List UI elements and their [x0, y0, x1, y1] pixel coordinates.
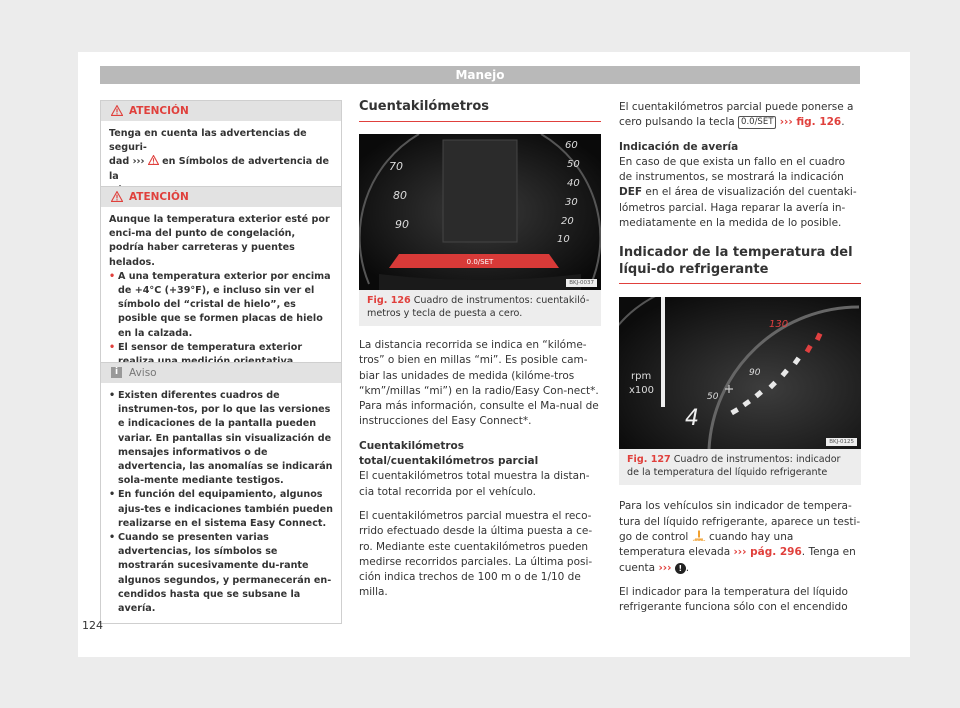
- section-title-odometer: Cuentakilómetros: [359, 98, 601, 122]
- figure-number: Fig. 127: [627, 454, 671, 466]
- reset-key: 0.0/SET: [738, 116, 776, 129]
- warning-triangle-icon: [111, 105, 123, 116]
- temp-label: 90: [749, 368, 761, 379]
- warning-triangle-icon: [148, 155, 159, 165]
- middle-column: [359, 98, 601, 610]
- warning-bullet: • El sensor de temperatura exterior: [109, 341, 333, 369]
- text: . Tenga en cuenta: [619, 546, 856, 574]
- coolant-gauge-image: [619, 297, 861, 449]
- text: Para los vehículos sin indicador de tempera-tura del líquido refrigerante, aparece un testi-go de control: [619, 500, 861, 543]
- paragraph: [619, 499, 861, 575]
- text: El cuentakilómetros parcial puede ponerse a cero pulsando la tecla: [619, 101, 854, 129]
- figure-code: BKJ-0125: [826, 438, 857, 446]
- warning-bullet: • A una temperatura exterior por encima de +4°C (+39°F), e incluso sin ver el símbolo del “cristal de hielo”, es posible que se formen placas de hielo en la calzada.: [109, 270, 333, 341]
- paragraph: El cuentakilómetros total muestra la distan-cia total recorrida por el vehículo.: [359, 470, 590, 498]
- figure-caption: [619, 449, 861, 485]
- section-title-coolant: Indicador de la temperatura del líqui-do refrigerante: [619, 244, 861, 284]
- warning-label: ATENCIÓN: [129, 191, 189, 203]
- caption-text: Cuadro de instrumentos: indicador de la temperatura del líquido refrigerante: [627, 454, 841, 478]
- warning-label: ATENCIÓN: [129, 105, 189, 117]
- speed-label: 90: [395, 218, 409, 231]
- note-bullet: • Existen diferentes cuadros de instrumen-tos, por lo que las versiones e indicaciones de la pantalla pueden variar. En pantallas sin visualización de mensajes informativos o de advertencia, las anomalías se indicarán sola-mente mediante testigos.: [109, 389, 333, 488]
- speed-label: 80: [393, 189, 407, 202]
- warning-box-2: [100, 186, 342, 377]
- scale-label: 50: [567, 159, 580, 170]
- def-code: DEF: [619, 186, 643, 199]
- note-bullet: • Cuando se presenten varias advertencias, los símbolos se mostrarán sucesivamente du-rante algunos segundos, y permanecerán en-cendidos hasta que se subsane la avería.: [109, 531, 333, 616]
- reset-key-label: 0.0/SET: [466, 258, 494, 266]
- rpm-label: rpm: [631, 371, 652, 383]
- caption-text: Cuadro de instrumentos: cuentakiló-metros y tecla de puesta a cero.: [367, 295, 590, 319]
- scale-label: 60: [565, 140, 578, 151]
- note-label: Aviso: [129, 367, 157, 379]
- text: .: [841, 116, 845, 129]
- paragraph: [619, 155, 861, 231]
- ref-arrows: ›››: [658, 561, 672, 574]
- running-header: Manejo: [100, 66, 860, 84]
- warning-circle-icon[interactable]: !: [675, 563, 686, 574]
- figure-caption: [359, 290, 601, 326]
- text: .: [685, 561, 690, 574]
- text: cuando hay una temperatura elevada: [619, 530, 794, 559]
- temp-label-high: 130: [769, 319, 789, 331]
- warning-text: dad: [109, 156, 133, 168]
- page-reference-link[interactable]: ››› pág. 296: [733, 546, 802, 559]
- rpm-digit: 4: [685, 406, 699, 432]
- x100-label: x100: [629, 385, 655, 397]
- speed-label: 70: [389, 160, 403, 173]
- coolant-temperature-icon: [692, 530, 706, 541]
- note-bullet: • En función del equipamiento, algunos ajus-tes e indicaciones también pueden realizarse en el sistema Easy Connect.: [109, 488, 333, 531]
- figure-number: Fig. 126: [367, 295, 411, 306]
- warning-triangle-icon: [111, 191, 123, 202]
- subheading: Cuentakilómetros total/cuentakilómetros parcial: [359, 439, 539, 468]
- warning-header-1: [101, 101, 341, 121]
- paragraph: El cuentakilómetros parcial muestra el reco-rrido efectuado desde la última puesta a ce-ro. Mediante este cuentakilómetros pueden medirse recorridos parciales. La última posi-ción indica trechos de 100 m o de 1/10 de milla.: [359, 509, 593, 599]
- instrument-cluster-image: [359, 134, 601, 290]
- text: en el área de visualización del cuentaki-lómetros parcial. Haga reparar la avería in-mediatamente en la medida de lo posible.: [619, 186, 857, 230]
- ref-arrows: ›››: [132, 156, 148, 168]
- figure-code: BKJ-0037: [566, 279, 597, 287]
- text: En caso de que exista un fallo en el cuadro de instrumentos, se mostrará la indicación: [619, 155, 845, 184]
- paragraph: El indicador para la temperatura del líquido refrigerante funciona sólo con el encendido: [619, 585, 848, 614]
- paragraph: [619, 100, 861, 131]
- figure-odometer: [359, 134, 601, 290]
- temp-label: 50: [707, 392, 719, 403]
- warning-link-text[interactable]: en Símbolos de advertencia de la: [109, 156, 329, 182]
- paragraph: La distancia recorrida se indica en “kilóme-tros” o bien en millas “mi”. Es posible cam-biar las unidades de medida (kilóme-tros “km”/millas “mi”) en la radio/Easy Con-nect*. Para más información, consulte el Ma-nual de instrucciones del Easy Connect*.: [359, 339, 599, 428]
- scale-label: 10: [557, 234, 570, 245]
- note-body: [101, 383, 341, 623]
- subheading: Indicación de avería: [619, 140, 739, 153]
- figure-reference-link[interactable]: ››› fig. 126: [779, 116, 842, 129]
- warning-text: Tenga en cuenta las advertencias de seguri-: [109, 128, 307, 154]
- warning-header-2: [101, 187, 341, 207]
- warning-body-2: [101, 207, 341, 376]
- info-icon: i: [111, 367, 122, 378]
- note-header: [101, 363, 341, 383]
- scale-label: 30: [565, 197, 578, 208]
- right-column: [619, 100, 861, 624]
- note-box: [100, 362, 342, 624]
- warning-intro: Aunque la temperatura exterior esté por enci-ma del punto de congelación, podría haber carreteras y puentes helados.: [109, 214, 330, 268]
- figure-coolant: [619, 297, 861, 449]
- scale-label: 20: [561, 216, 574, 227]
- page-number: 124: [82, 619, 103, 632]
- scale-label: 40: [567, 178, 580, 189]
